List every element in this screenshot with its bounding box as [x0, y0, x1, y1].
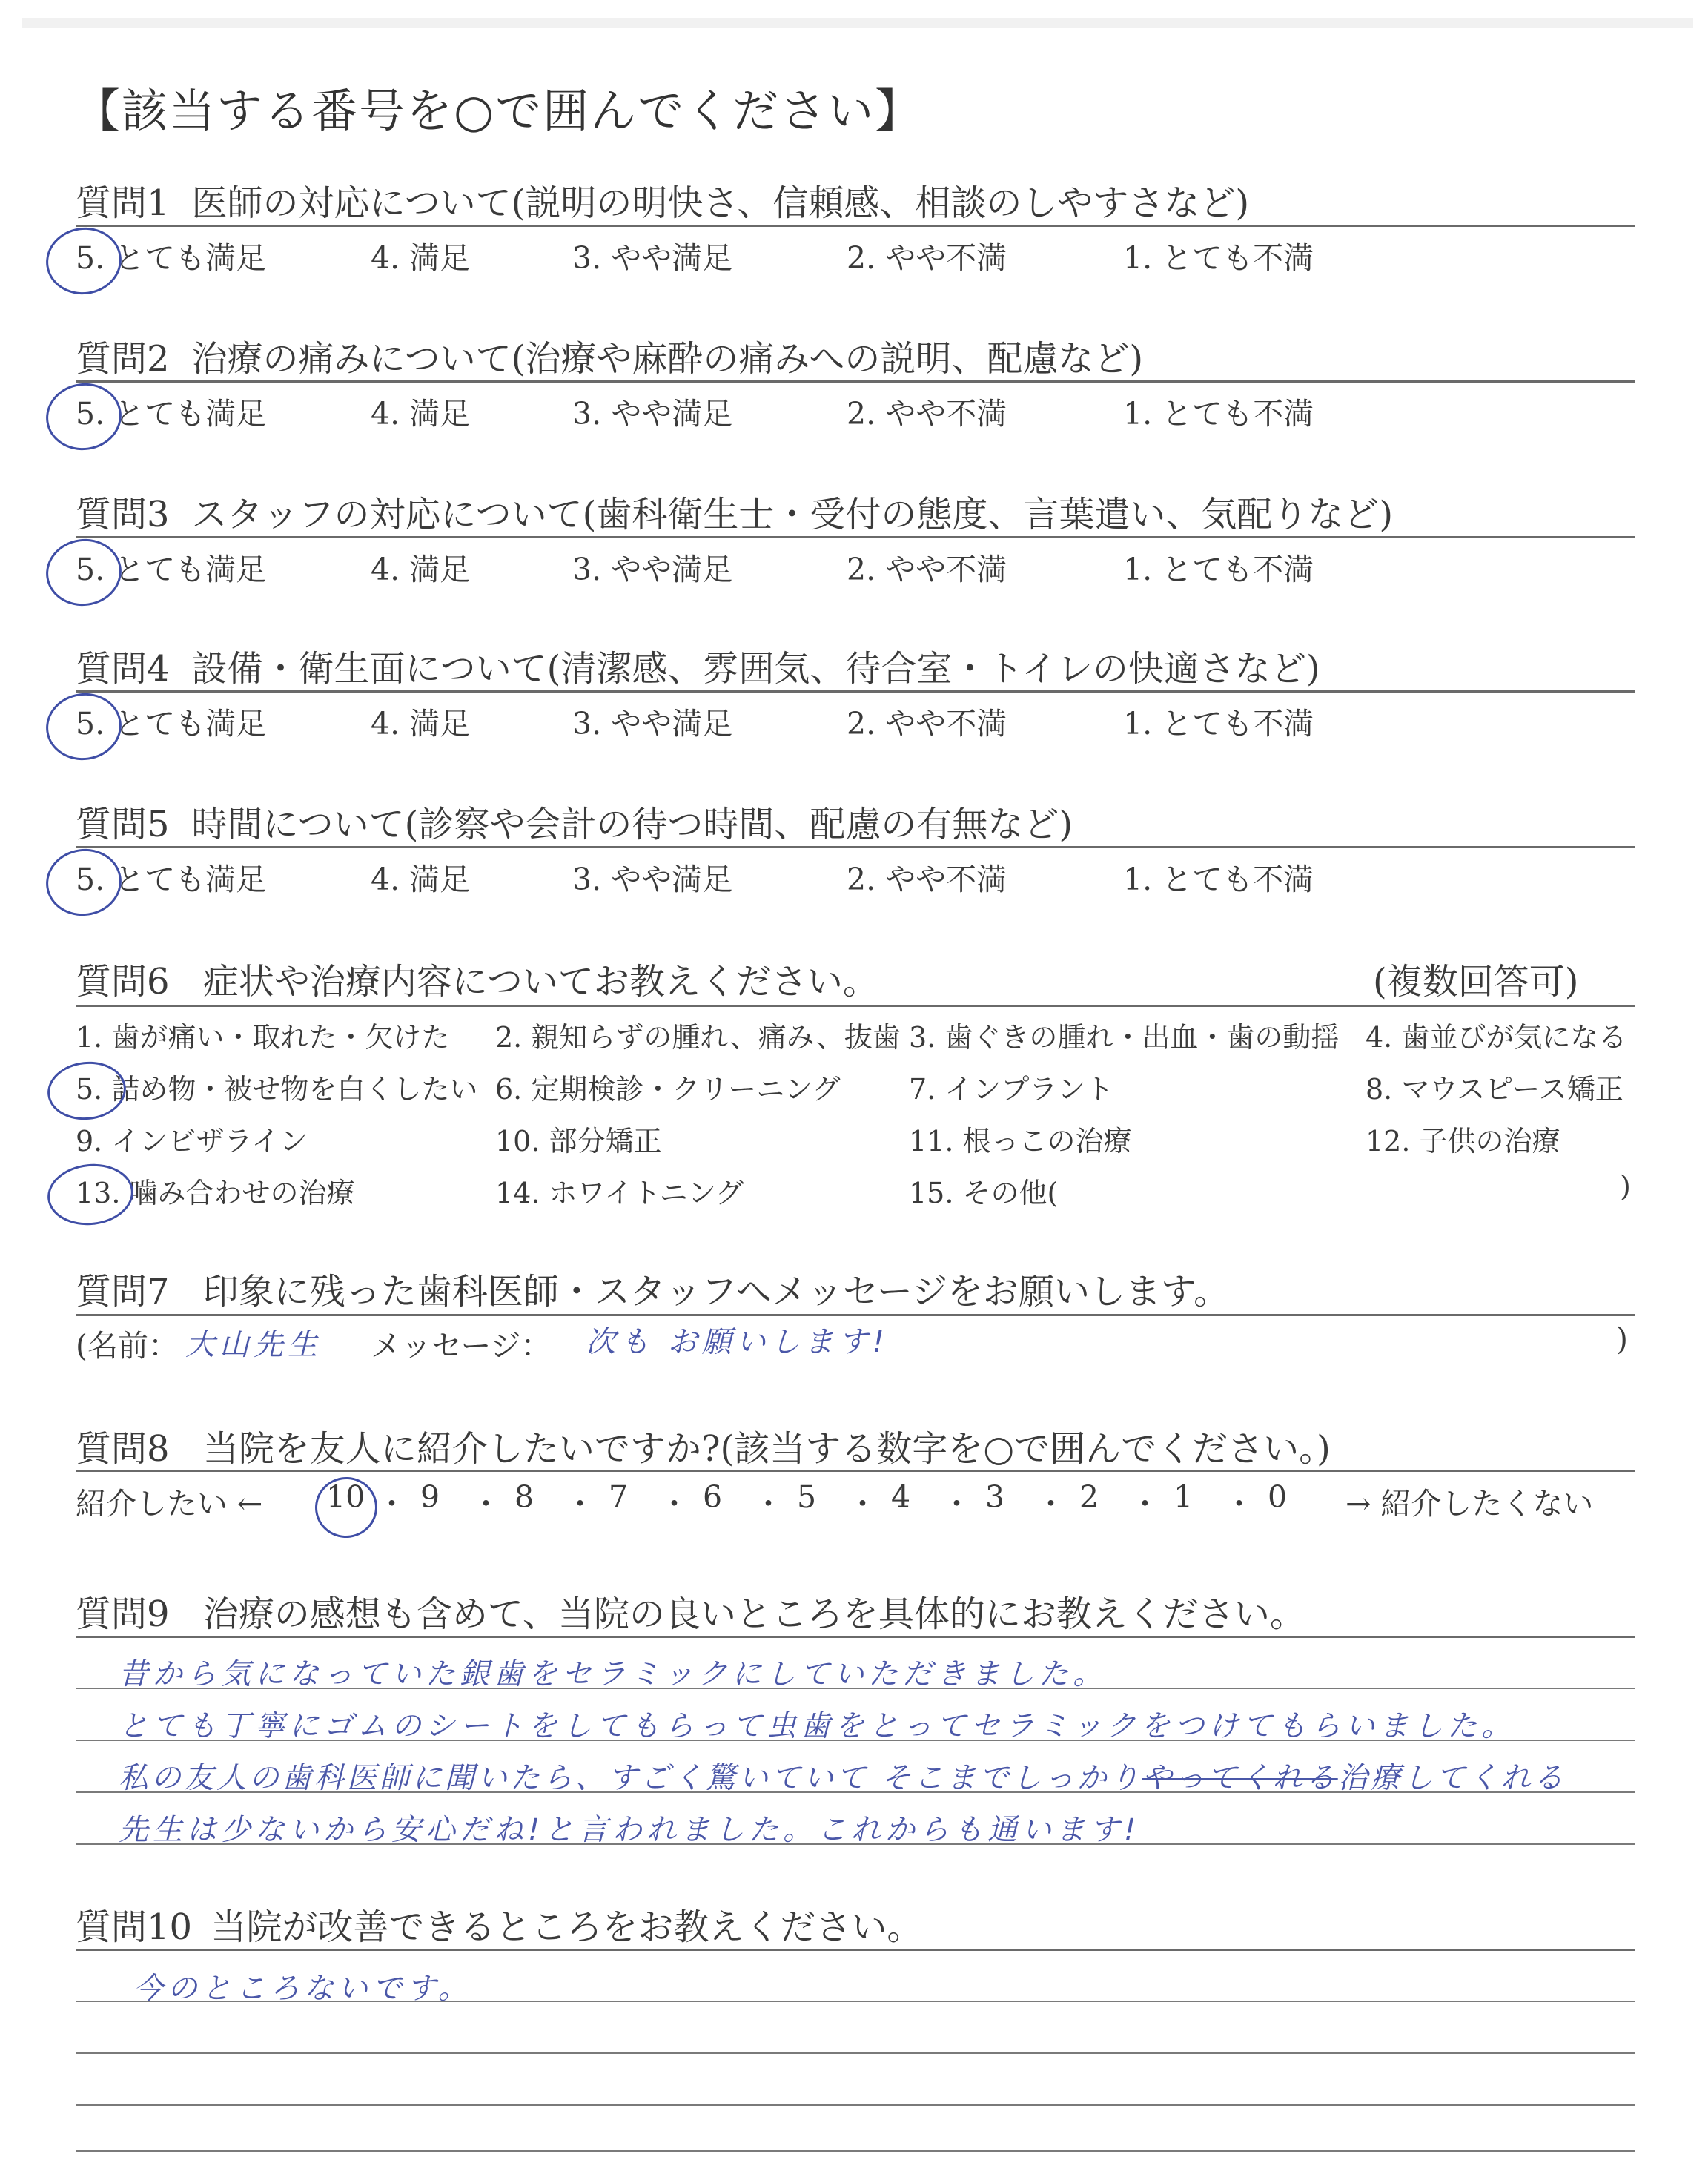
q1-question	[76, 174, 1249, 225]
q8-scale-separator: ・	[659, 1486, 689, 1522]
q8-question	[76, 1420, 1331, 1471]
q8-scale-separator: ・	[1224, 1486, 1254, 1522]
q2-option-1[interactable]: 1. とても不満	[1123, 396, 1314, 432]
q10-label: 質問10	[76, 1906, 193, 1948]
q4-option-5[interactable]: 5. とても満足	[76, 706, 267, 742]
q5-rule	[76, 846, 1635, 848]
q8-scale-separator: ・	[471, 1486, 501, 1522]
q4-label: 質問4	[76, 648, 170, 690]
q6-option-13[interactable]: 13. 噛み合わせの治療	[76, 1177, 355, 1209]
q8-right-label: → 紹介したくない	[1345, 1486, 1594, 1522]
q10-question	[76, 1898, 922, 1949]
q4-option-4[interactable]: 4. 満足	[371, 706, 471, 742]
q9-struck-text: やってくれる	[1142, 1761, 1338, 1795]
q1-option-5[interactable]: 5. とても満足	[76, 240, 267, 276]
q5-option-5[interactable]: 5. とても満足	[76, 862, 267, 897]
q6-option-1[interactable]: 1. 歯が痛い・取れた・欠けた	[76, 1021, 450, 1054]
q9-line3-tail: 治療してくれる	[1337, 1761, 1566, 1795]
q8-scale-2[interactable]: 2	[1079, 1479, 1099, 1515]
q6-other-close-paren: )	[1620, 1170, 1631, 1203]
q3-option-2[interactable]: 2. やや不満	[847, 552, 1007, 587]
q9-answer-line-1: 昔から気になっていた銀歯をセラミックにしていただきました。	[119, 1657, 1108, 1691]
q9-line3-text: 私の友人の歯科医師に聞いたら、すごく驚いていて そこまでしっかり	[119, 1761, 1142, 1795]
q10-title: 当院が改善できるところをお教えください。	[211, 1906, 923, 1948]
q4-option-2[interactable]: 2. やや不満	[847, 706, 1007, 742]
q8-scale-8[interactable]: 8	[514, 1479, 534, 1515]
q6-option-8[interactable]: 8. マウスピース矯正	[1366, 1073, 1623, 1106]
q7-name-value: 大山先生	[185, 1328, 322, 1362]
q6-option-2[interactable]: 2. 親知らずの腫れ、痛み、抜歯	[495, 1021, 901, 1054]
q8-scale-5[interactable]: 5	[797, 1479, 817, 1515]
q4-title: 設備・衛生面について(清潔感、雰囲気、待合室・トイレの快適さなど)	[191, 648, 1320, 690]
q8-scale-9[interactable]: 9	[420, 1479, 440, 1515]
q3-title: スタッフの対応について(歯科衛生士・受付の態度、言葉遣い、気配りなど)	[191, 494, 1394, 535]
q8-rule	[76, 1470, 1635, 1472]
q6-label: 質問6	[76, 961, 170, 1003]
q8-scale-0[interactable]: 0	[1268, 1479, 1288, 1515]
q2-option-3[interactable]: 3. やや満足	[572, 396, 733, 432]
q8-scale-1[interactable]: 1	[1174, 1479, 1194, 1515]
q5-option-3[interactable]: 3. やや満足	[572, 862, 733, 897]
q7-message-label: メッセージ：	[371, 1328, 552, 1364]
q6-option-3[interactable]: 3. 歯ぐきの腫れ・出血・歯の動揺	[909, 1021, 1340, 1054]
q2-option-4[interactable]: 4. 満足	[371, 396, 471, 432]
q1-option-2[interactable]: 2. やや不満	[847, 240, 1007, 276]
q10-rule-5	[76, 2150, 1635, 2152]
q2-option-5[interactable]: 5. とても満足	[76, 396, 267, 432]
q6-option-14[interactable]: 14. ホワイトニング	[495, 1177, 744, 1209]
q6-option-7[interactable]: 7. インプラント	[909, 1073, 1114, 1106]
q9-rule-1	[76, 1636, 1635, 1638]
q6-option-9[interactable]: 9. インビザライン	[76, 1125, 308, 1157]
q4-option-3[interactable]: 3. やや満足	[572, 706, 733, 742]
q6-note: (複数回答可)	[1373, 961, 1579, 1003]
q8-scale-3[interactable]: 3	[985, 1479, 1005, 1515]
q3-question	[76, 486, 1393, 537]
q8-scale-separator: ・	[753, 1486, 784, 1522]
q8-scale-10[interactable]: 10	[326, 1479, 365, 1515]
q3-option-4[interactable]: 4. 満足	[371, 552, 471, 587]
q1-option-1[interactable]: 1. とても不満	[1123, 240, 1314, 276]
q6-option-5[interactable]: 5. 詰め物・被せ物を白くしたい	[76, 1073, 478, 1106]
q9-answer-line-2: とても丁寧にゴムのシートをしてもらって虫歯をとってセラミックをつけてもらいました。	[119, 1709, 1516, 1743]
q1-option-3[interactable]: 3. やや満足	[572, 240, 733, 276]
q8-scale-separator: ・	[941, 1486, 972, 1522]
q6-title: 症状や治療内容についてお教えください。	[202, 961, 878, 1003]
q6-question	[76, 953, 878, 1004]
q5-option-4[interactable]: 4. 満足	[371, 862, 471, 897]
q2-label: 質問2	[76, 338, 170, 380]
q1-title: 医師の対応について(説明の明快さ、信頼感、相談のしやすさなど)	[191, 182, 1250, 224]
q4-question	[76, 640, 1320, 691]
q9-question	[76, 1585, 1305, 1636]
q8-scale-separator: ・	[1036, 1486, 1066, 1522]
q10-rule-4	[76, 2104, 1635, 2106]
q8-label: 質問8	[76, 1428, 170, 1470]
q8-scale-separator: ・	[1130, 1486, 1160, 1522]
q7-label: 質問7	[76, 1271, 170, 1312]
q2-title: 治療の痛みについて(治療や麻酔の痛みへの説明、配慮など)	[191, 338, 1144, 380]
q6-option-12[interactable]: 12. 子供の治療	[1366, 1125, 1560, 1157]
q2-rule	[76, 380, 1635, 383]
q7-name-label: (名前：	[76, 1328, 179, 1364]
q7-question	[76, 1263, 1229, 1314]
q6-option-11[interactable]: 11. 根っこの治療	[909, 1125, 1132, 1157]
q7-title: 印象に残った歯科医師・スタッフへメッセージをお願いします。	[202, 1271, 1230, 1312]
q8-scale-separator: ・	[847, 1486, 878, 1522]
q5-option-1[interactable]: 1. とても不満	[1123, 862, 1314, 897]
q5-title: 時間について(診察や会計の待つ時間、配慮の有無など)	[191, 804, 1073, 845]
q8-scale-6[interactable]: 6	[703, 1479, 723, 1515]
q3-label: 質問3	[76, 494, 170, 535]
q6-option-6[interactable]: 6. 定期検診・クリーニング	[495, 1073, 841, 1106]
q5-option-2[interactable]: 2. やや不満	[847, 862, 1007, 897]
q1-rule	[76, 225, 1635, 227]
q3-option-3[interactable]: 3. やや満足	[572, 552, 733, 587]
q3-option-1[interactable]: 1. とても不満	[1123, 552, 1314, 587]
q7-close-paren: )	[1616, 1321, 1628, 1357]
q9-answer-line-4: 先生は少ないから安心だね!と言われました。これからも通います!	[119, 1813, 1141, 1847]
q9-title: 治療の感想も含めて、当院の良いところを具体的にお教えください。	[202, 1593, 1305, 1635]
q2-question	[76, 330, 1143, 381]
q8-title: 当院を友人に紹介したいですか?(該当する数字を○で囲んでください。)	[202, 1428, 1331, 1470]
form-heading: 【該当する番号を○で囲んでください】	[74, 84, 923, 138]
q8-scale-separator: ・	[565, 1486, 595, 1522]
q1-option-4[interactable]: 4. 満足	[371, 240, 471, 276]
q5-question	[76, 796, 1073, 847]
q5-label: 質問5	[76, 804, 170, 845]
q8-selection-circle	[311, 1473, 382, 1542]
q6-option-15[interactable]: 15. その他(	[909, 1177, 1059, 1209]
q1-label: 質問1	[76, 182, 170, 224]
q4-rule	[76, 690, 1635, 693]
q2-option-2[interactable]: 2. やや不満	[847, 396, 1007, 432]
q6-option-10[interactable]: 10. 部分矯正	[495, 1125, 662, 1157]
q4-option-1[interactable]: 1. とても不満	[1123, 706, 1314, 742]
q8-scale-7[interactable]: 7	[609, 1479, 629, 1515]
q6-rule	[76, 1005, 1635, 1007]
q3-option-5[interactable]: 5. とても満足	[76, 552, 267, 587]
q10-rule-1	[76, 1949, 1635, 1951]
q7-rule	[76, 1314, 1635, 1316]
q3-rule	[76, 536, 1635, 538]
q10-answer-line-1: 今のところないです。	[133, 1972, 472, 2006]
q8-scale-separator: ・	[377, 1486, 407, 1522]
scan-edge	[22, 18, 1693, 28]
q6-option-4[interactable]: 4. 歯並びが気になる	[1366, 1021, 1627, 1054]
q9-answer-line-3	[119, 1754, 1566, 1797]
q10-rule-3	[76, 2052, 1635, 2054]
q7-message-value: 次も お願いします!	[586, 1325, 889, 1359]
q8-scale-4[interactable]: 4	[891, 1479, 911, 1515]
q9-label: 質問9	[76, 1593, 170, 1635]
q8-left-label: 紹介したい ←	[76, 1486, 263, 1522]
